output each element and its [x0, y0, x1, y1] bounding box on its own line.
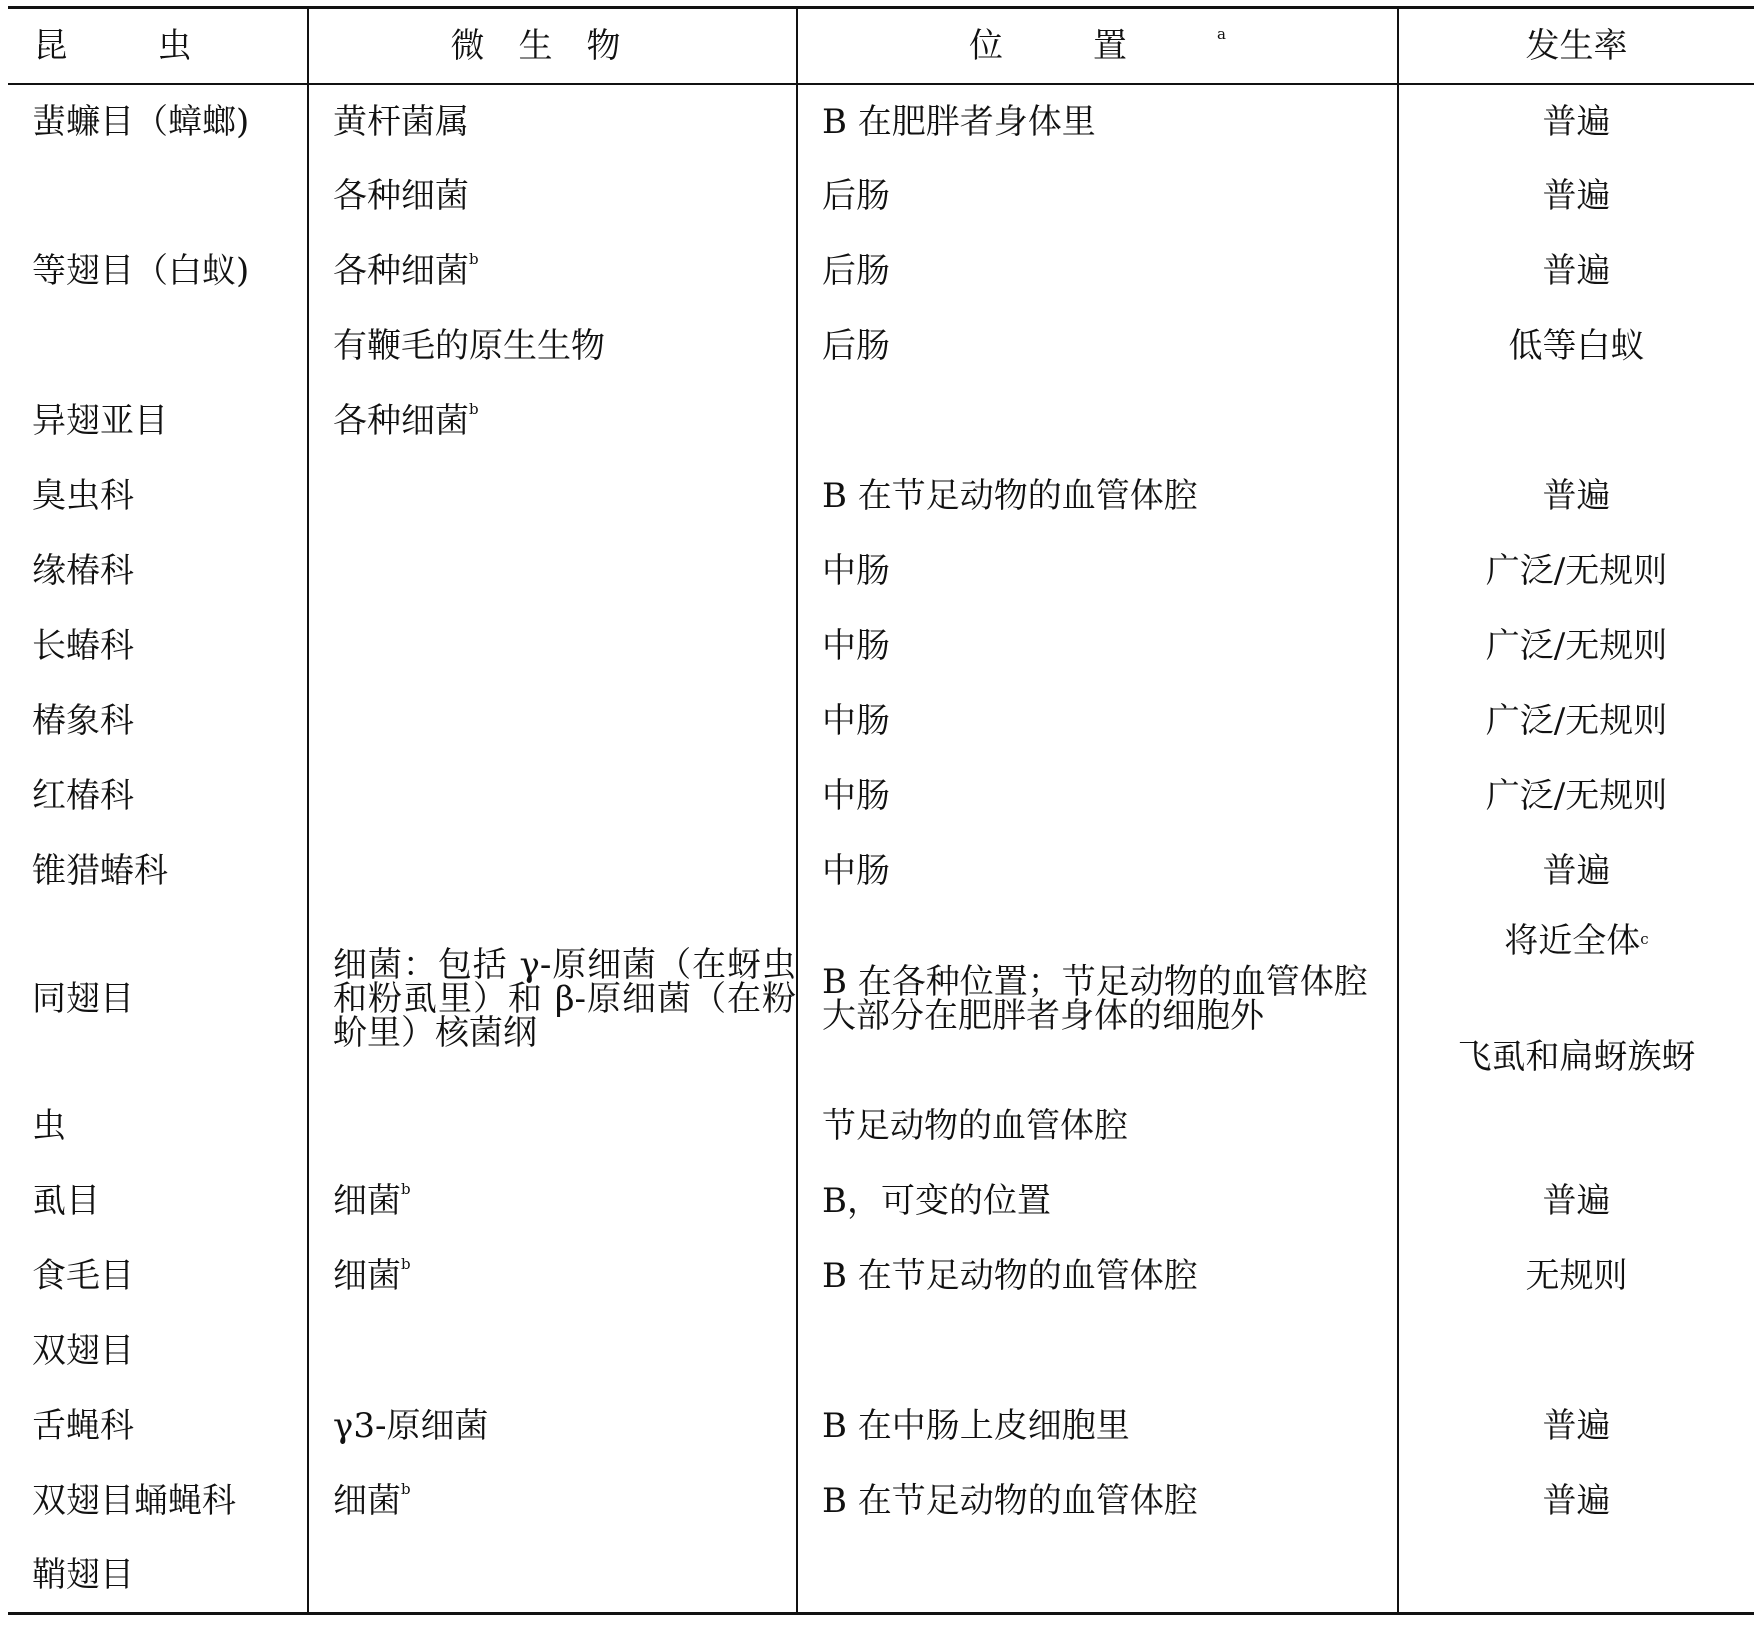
- header-insect: 昆虫: [8, 8, 308, 84]
- cell-incidence: [1398, 84, 1754, 159]
- cell-microbe: [308, 759, 797, 834]
- table-row: [8, 684, 1754, 759]
- cell-microbe-text: 细菌: [333, 1481, 401, 1521]
- table-row: [8, 609, 1754, 684]
- cell-microbe: [308, 1389, 797, 1464]
- cell-microbe: [308, 1314, 797, 1389]
- table-row: [8, 1089, 1754, 1164]
- table-row: [8, 1539, 1754, 1614]
- cell-incidence-text: 普遍: [1542, 251, 1611, 291]
- cell-microbe: [308, 159, 797, 234]
- table-row: [8, 234, 1754, 309]
- cell-insect-text: 虫: [32, 1106, 66, 1146]
- cell-insect: [8, 909, 308, 1089]
- cell-location: [797, 1539, 1398, 1614]
- cell-location: [797, 1314, 1398, 1389]
- cell-location-text: 后肠: [822, 326, 890, 366]
- cell-location: [797, 834, 1398, 909]
- table-row: [8, 459, 1754, 534]
- cell-microbe-text: 有鞭毛的原生生物: [333, 326, 605, 366]
- cell-insect-text: 长蝽科: [32, 626, 134, 666]
- footnote-marker: b: [469, 400, 479, 418]
- cell-incidence: [1398, 1464, 1754, 1539]
- cell-location-text: 中肠: [822, 701, 890, 741]
- cell-microbe-text: 黄杆菌属: [333, 101, 469, 142]
- cell-incidence: [1398, 684, 1754, 759]
- cell-insect: [8, 384, 308, 459]
- cell-incidence: [1398, 384, 1754, 459]
- cell-insect-text: 臭虫科: [32, 476, 134, 516]
- cell-location-text: 中肠: [822, 776, 890, 816]
- cell-microbe: [308, 84, 797, 159]
- cell-incidence-text: 广泛/无规则: [1485, 776, 1668, 816]
- cell-microbe: [308, 534, 797, 609]
- cell-insect: [8, 834, 308, 909]
- cell-incidence: [1398, 1539, 1754, 1614]
- cell-location-line-2: 大部分在肥胖者身体的细胞外: [822, 995, 1264, 1036]
- table-row: [8, 384, 1754, 459]
- table-row: [8, 909, 1754, 1089]
- cell-insect-text: 蜚蠊目（蟑螂): [32, 101, 250, 142]
- cell-incidence: [1398, 309, 1754, 384]
- cell-incidence: [1398, 1089, 1754, 1164]
- cell-microbe: [308, 309, 797, 384]
- table-row: [8, 1314, 1754, 1389]
- footnote-marker: a: [1217, 24, 1226, 43]
- cell-microbe: [308, 459, 797, 534]
- header-incidence: 发生率: [1398, 8, 1754, 84]
- header-location: 位置$^a$: [797, 8, 1398, 84]
- cell-incidence: [1398, 234, 1754, 309]
- cell-insect-text: 同翅目: [32, 978, 134, 1019]
- cell-location: [797, 684, 1398, 759]
- table-row: [8, 159, 1754, 234]
- cell-insect: [8, 1464, 308, 1539]
- cell-insect-text: 双翅目蛹蝇科: [32, 1481, 236, 1521]
- cell-incidence-text: 广泛/无规则: [1485, 551, 1668, 591]
- cell-insect: [8, 1239, 308, 1314]
- cell-location-text: 后肠: [822, 176, 890, 216]
- cell-microbe: [308, 234, 797, 309]
- table-row: [8, 84, 1754, 159]
- cell-incidence-text: 普遍: [1542, 1481, 1611, 1521]
- cell-location: [797, 909, 1398, 1089]
- cell-insect-text: 鞘翅目: [32, 1555, 134, 1596]
- cell-location: [797, 759, 1398, 834]
- cell-incidence-text: 普遍: [1542, 176, 1611, 216]
- table-row: [8, 534, 1754, 609]
- cell-location: [797, 609, 1398, 684]
- cell-microbe: [308, 1089, 797, 1164]
- cell-incidence-text: 广泛/无规则: [1485, 626, 1668, 666]
- cell-insect: [8, 609, 308, 684]
- footnote-marker: b: [401, 1480, 411, 1498]
- insect-microbe-table: [8, 6, 1754, 1615]
- table-header: [8, 8, 1754, 84]
- cell-insect-text: 虱目: [32, 1181, 100, 1221]
- cell-microbe: [308, 834, 797, 909]
- cell-insect-text: 等翅目（白蚁): [32, 251, 250, 291]
- cell-insect: [8, 84, 308, 159]
- cell-incidence: [1398, 1314, 1754, 1389]
- cell-microbe-text: 细菌：包括 γ-原细菌（在蚜虫和粉虱里）和 β-原细菌（在粉蚧里）核菌纲: [333, 944, 796, 1053]
- cell-incidence-text: 普遍: [1542, 476, 1611, 516]
- cell-location-line-1: B 在各种位置；节足动物的血管体腔: [822, 961, 1368, 1002]
- cell-microbe-text: 细菌: [333, 1256, 401, 1296]
- cell-insect-text: 红椿科: [32, 776, 134, 816]
- cell-location-text: B 在节足动物的血管体腔: [822, 1256, 1198, 1296]
- table-row: [8, 759, 1754, 834]
- cell-microbe: [308, 1239, 797, 1314]
- cell-incidence-line-1: 将近全体: [1504, 920, 1641, 961]
- cell-incidence-text: 普遍: [1542, 851, 1611, 891]
- cell-location: [797, 234, 1398, 309]
- cell-insect: [8, 1314, 308, 1389]
- cell-location-text: B 在中肠上皮细胞里: [822, 1406, 1130, 1446]
- cell-location-text: 节足动物的血管体腔: [822, 1106, 1128, 1146]
- cell-insect: [8, 234, 308, 309]
- table-row: [8, 834, 1754, 909]
- cell-incidence: [1398, 1389, 1754, 1464]
- cell-insect-text: 缘椿科: [32, 551, 134, 591]
- footnote-marker: b: [469, 250, 479, 268]
- cell-incidence-text: 广泛/无规则: [1485, 701, 1668, 741]
- cell-insect: [8, 1164, 308, 1239]
- cell-insect: [8, 309, 308, 384]
- cell-location-text: B 在节足动物的血管体腔: [822, 1481, 1198, 1521]
- cell-incidence: [1398, 1164, 1754, 1239]
- footnote-marker: b: [401, 1255, 411, 1273]
- cell-incidence: [1398, 534, 1754, 609]
- cell-incidence-line-2: 飞虱和扁蚜族蚜: [1457, 1036, 1696, 1077]
- header-row: [8, 8, 1754, 84]
- cell-microbe: [308, 609, 797, 684]
- cell-location: [797, 84, 1398, 159]
- table-body: [8, 84, 1754, 1614]
- cell-location-text: B 在肥胖者身体里: [822, 101, 1096, 142]
- cell-location-text: B 在节足动物的血管体腔: [822, 476, 1198, 516]
- cell-location-text: 中肠: [822, 551, 890, 591]
- cell-incidence: [1398, 1239, 1754, 1314]
- cell-location-text: 后肠: [822, 251, 890, 291]
- cell-microbe: [308, 1539, 797, 1614]
- table-row: [8, 1464, 1754, 1539]
- cell-location: [797, 459, 1398, 534]
- cell-incidence-text: 普遍: [1542, 1181, 1611, 1221]
- cell-incidence: [1398, 834, 1754, 909]
- footnote-marker: c: [1640, 929, 1649, 948]
- cell-location: [797, 1464, 1398, 1539]
- cell-insect: [8, 759, 308, 834]
- table-row: [8, 1239, 1754, 1314]
- cell-incidence: [1398, 159, 1754, 234]
- cell-location: [797, 384, 1398, 459]
- cell-microbe: [308, 684, 797, 759]
- cell-location-text: 中肠: [822, 851, 890, 891]
- cell-insect: [8, 159, 308, 234]
- cell-microbe: [308, 909, 797, 1089]
- table-row: [8, 1164, 1754, 1239]
- cell-location: [797, 534, 1398, 609]
- cell-insect-text: 双翅目: [32, 1331, 134, 1371]
- cell-microbe: [308, 384, 797, 459]
- cell-location: [797, 1389, 1398, 1464]
- cell-insect-text: 锥猎蝽科: [32, 851, 168, 891]
- cell-insect: [8, 534, 308, 609]
- cell-insect: [8, 1089, 308, 1164]
- cell-location: [797, 1164, 1398, 1239]
- cell-microbe-text: 各种细菌: [333, 176, 469, 216]
- cell-microbe: [308, 1464, 797, 1539]
- cell-incidence: [1398, 609, 1754, 684]
- cell-insect-text: 食毛目: [32, 1256, 134, 1296]
- cell-microbe-text: γ3-原细菌: [333, 1406, 489, 1446]
- cell-incidence: [1398, 909, 1754, 1089]
- footnote-marker: b: [401, 1180, 411, 1198]
- cell-insect: [8, 1539, 308, 1614]
- cell-incidence-text: 普遍: [1542, 1406, 1611, 1446]
- cell-microbe-text: 细菌: [333, 1181, 401, 1221]
- table-row: [8, 309, 1754, 384]
- table-row: [8, 1389, 1754, 1464]
- cell-insect-text: 舌蝇科: [32, 1406, 134, 1446]
- cell-insect-text: 椿象科: [32, 701, 134, 741]
- cell-location-text: B，可变的位置: [822, 1181, 1051, 1221]
- header-microbe: 微生物: [308, 8, 797, 84]
- cell-insect: [8, 459, 308, 534]
- cell-incidence-text: 无规则: [1525, 1256, 1628, 1296]
- cell-incidence: [1398, 759, 1754, 834]
- cell-insect-text: 异翅亚目: [32, 401, 168, 441]
- cell-location: [797, 309, 1398, 384]
- cell-incidence: [1398, 459, 1754, 534]
- cell-location: [797, 159, 1398, 234]
- cell-incidence-text: 普遍: [1542, 101, 1611, 142]
- cell-location-text: 中肠: [822, 626, 890, 666]
- cell-insect: [8, 684, 308, 759]
- cell-insect: [8, 1389, 308, 1464]
- cell-microbe-text: 各种细菌: [333, 251, 469, 291]
- cell-microbe-text: 各种细菌: [333, 401, 469, 441]
- cell-incidence-text: 低等白蚁: [1508, 326, 1645, 366]
- cell-location: [797, 1089, 1398, 1164]
- cell-microbe: [308, 1164, 797, 1239]
- cell-location: [797, 1239, 1398, 1314]
